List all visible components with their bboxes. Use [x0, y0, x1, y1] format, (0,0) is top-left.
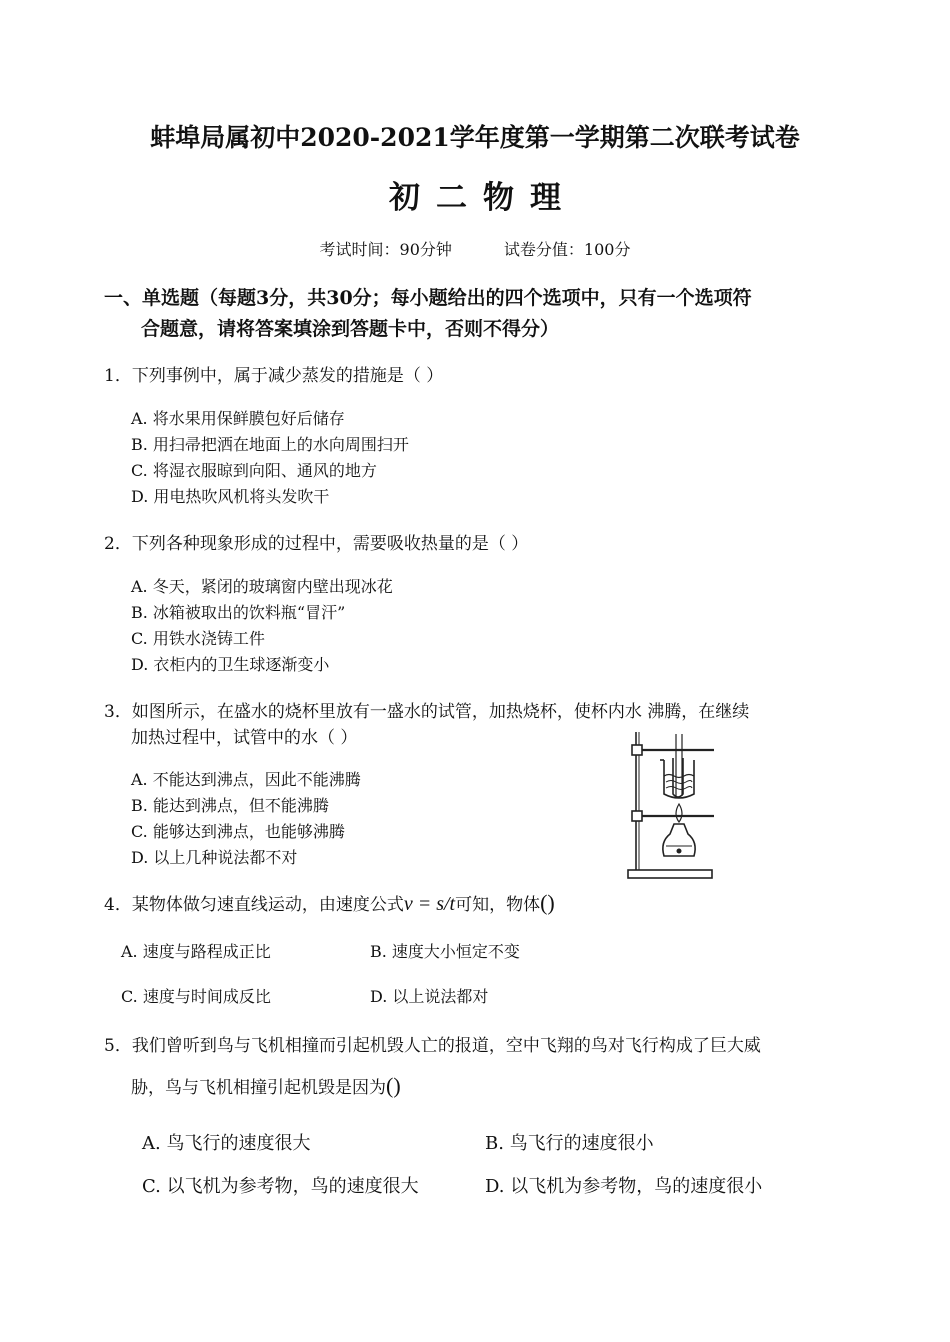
full-score: 试卷分值：100分 — [503, 240, 631, 259]
question-5-option-a — [142, 1129, 310, 1155]
option-letter: D. — [485, 1176, 505, 1197]
exam-time: 考试时间：90分钟 — [319, 240, 452, 259]
question-5-stem-line2 — [131, 1073, 401, 1099]
stand-base — [628, 870, 712, 878]
option-text: 以飞机为参考物，鸟的速度很大 — [166, 1176, 419, 1197]
question-2-option-c: C. 用铁水浇铸工件 — [131, 629, 265, 648]
option-letter: C. — [142, 1176, 161, 1197]
speed-formula: v = s/t — [403, 893, 456, 915]
question-3-option-a: A. 不能达到沸点，因此不能沸腾 — [131, 770, 361, 789]
question-1-option-c: C. 将湿衣服晾到向阳、通风的地方 — [131, 461, 377, 480]
answer-parentheses: () — [386, 1073, 401, 1098]
exam-info — [0, 237, 950, 260]
exam-title: 蚌埠局属初中2020-2021学年度第一学期第二次联考试卷 — [150, 123, 800, 152]
question-3-option-c: C. 能够达到沸点，也能够沸腾 — [131, 822, 345, 841]
option-text: 鸟飞行的速度很大 — [166, 1133, 311, 1154]
question-2-stem: 2．下列各种现象形成的过程中，需要吸收热量的是（ ） — [104, 534, 529, 554]
boiling-apparatus-figure — [622, 730, 722, 882]
question-2-option-b: B. 冰箱被取出的饮料瓶“冒汗” — [131, 603, 346, 622]
question-4-option-b: B. 速度大小恒定不变 — [370, 942, 520, 961]
question-4-option-a: A. 速度与路程成正比 — [121, 942, 271, 961]
question-5-option-b — [485, 1129, 654, 1155]
question-4-option-c: C. 速度与时间成反比 — [121, 987, 271, 1006]
subject-title: 初二物理 — [389, 180, 577, 216]
question-2-option-d: D. 衣柜内的卫生球逐渐变小 — [131, 655, 330, 674]
question-3-option-d: D. 以上几种说法都不对 — [131, 848, 298, 867]
flame — [676, 804, 682, 822]
question-5-stem-text: 胁，鸟与飞机相撞引起机毁是因为 — [131, 1078, 386, 1098]
option-letter: B. — [485, 1133, 504, 1154]
option-text: 鸟飞行的速度很小 — [509, 1133, 654, 1154]
question-3-stem-line1: 3．如图所示，在盛水的烧杯里放有一盛水的试管，加热烧杯，使杯内水 沸腾，在继续 — [104, 702, 750, 722]
question-5-option-d — [485, 1172, 762, 1198]
question-3-stem-line2: 加热过程中，试管中的水（ ） — [131, 728, 358, 748]
question-1-option-d: D. 用电热吹风机将头发吹干 — [131, 487, 330, 506]
question-3-option-b: B. 能达到沸点，但不能沸腾 — [131, 796, 329, 815]
question-5-option-c — [142, 1172, 419, 1198]
question-4-stem-text: 4．某物体做匀速直线运动，由速度公式 — [104, 895, 404, 915]
question-2-option-a: A. 冬天，紧闭的玻璃窗内壁出现冰花 — [131, 577, 393, 596]
question-4-option-d: D. 以上说法都对 — [370, 987, 489, 1006]
question-5-stem-line1: 5．我们曾听到鸟与飞机相撞而引起机毁人亡的报道，空中飞翔的鸟对飞行构成了巨大威 — [104, 1036, 761, 1056]
answer-parentheses: () — [540, 890, 555, 915]
section-heading-line1: 一、单选题（每题3分，共30分；每小题给出的四个选项中，只有一个选项符 — [104, 287, 752, 309]
question-1-stem: 1．下列事例中，属于减少蒸发的措施是（ ） — [104, 366, 444, 386]
option-text: 以飞机为参考物，鸟的速度很小 — [510, 1176, 763, 1197]
question-4-stem-tail: 可知，物体 — [455, 895, 541, 915]
question-4-stem — [104, 890, 555, 916]
section-heading-line2: 合题意，请将答案填涂到答题卡中，否则不得分） — [141, 318, 560, 340]
question-1-option-a: A. 将水果用保鲜膜包好后储存 — [131, 409, 345, 428]
beaker — [664, 760, 694, 798]
option-letter: A. — [142, 1133, 161, 1154]
question-1-option-b: B. 用扫帚把洒在地面上的水向周围扫开 — [131, 435, 409, 454]
